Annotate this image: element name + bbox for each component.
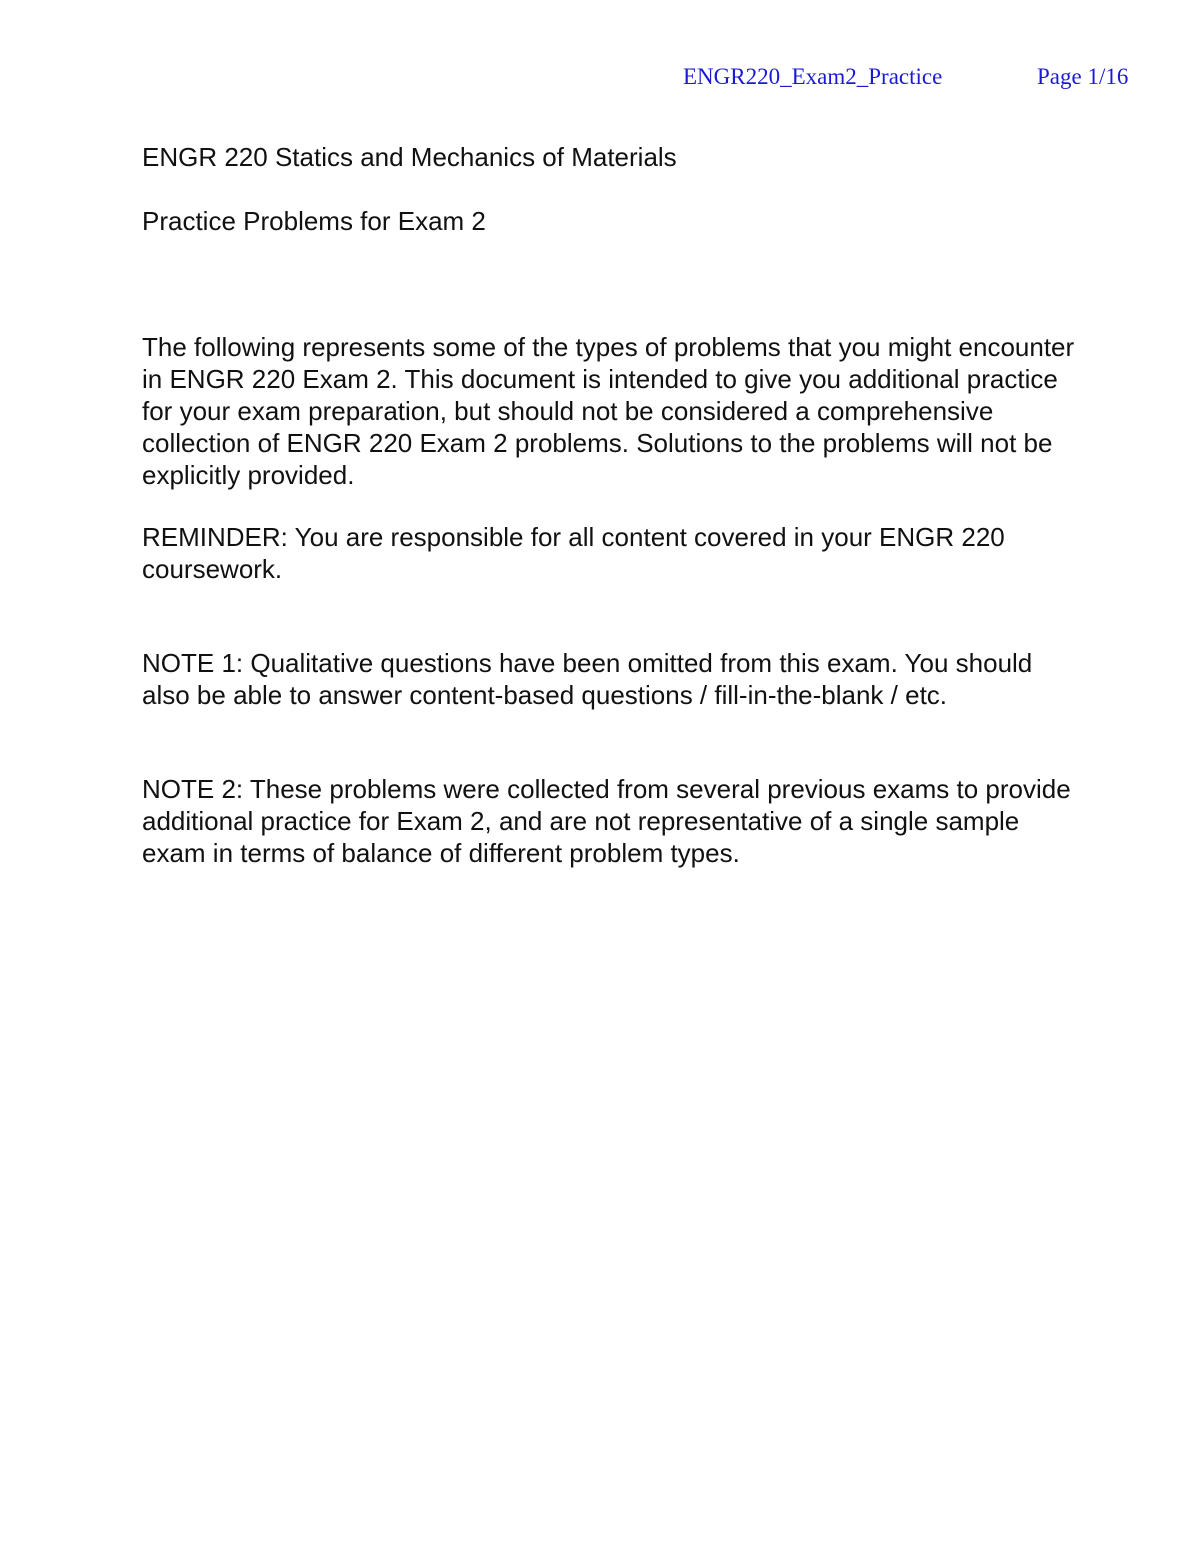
reminder-paragraph (142, 521, 1082, 585)
reminder-paragraph-text: REMINDER: You are responsible for all content covered in your ENGR 220 coursework. (142, 522, 1005, 584)
page-header (0, 64, 1200, 98)
note-2-paragraph-text: NOTE 2: These problems were collected from several previous exams to provide additional practice for Exam 2, and are not representative of a single sample exam in terms of balance of different problem types. (142, 774, 1071, 868)
intro-paragraph (142, 331, 1082, 491)
header-filename: ENGR220_Exam2_Practice (683, 64, 943, 89)
note-1-paragraph (142, 647, 1082, 711)
header-page-number: Page 1/16 (1037, 64, 1129, 89)
course-title-text: ENGR 220 Statics and Mechanics of Materials (142, 142, 677, 172)
course-title (142, 141, 1082, 173)
document-subtitle-text: Practice Problems for Exam 2 (142, 206, 486, 236)
note-2-paragraph (142, 773, 1082, 869)
document-subtitle (142, 205, 1082, 237)
intro-paragraph-text: The following represents some of the types of problems that you might encounter in ENGR 220 Exam 2. This document is intended to give you additional practice for your exam preparation, but should not be considered a comprehensive collection of ENGR 220 Exam 2 problems. Solutions to the problems will not be explicitly provided. (142, 332, 1075, 490)
note-1-paragraph-text: NOTE 1: Qualitative questions have been omitted from this exam. You should also be able to answer content-based questions / fill-in-the-blank / etc. (142, 648, 1033, 710)
